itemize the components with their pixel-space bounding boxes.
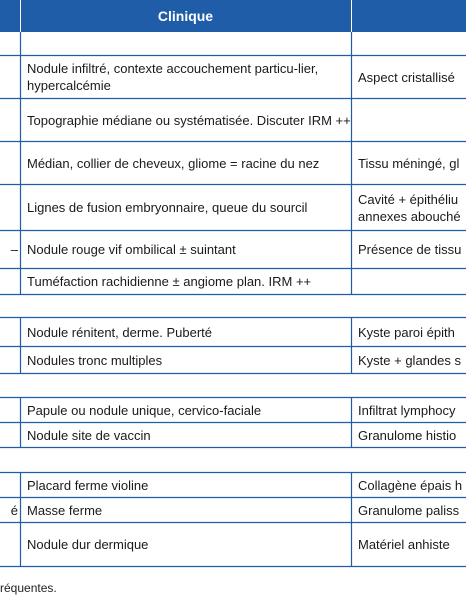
row-marker <box>0 185 20 230</box>
histology-cell: Granulome paliss <box>358 502 460 518</box>
table-row <box>0 99 466 141</box>
clinique-cell: Masse ferme <box>27 502 103 518</box>
clinique-cell: Nodule site de vaccin <box>27 427 151 443</box>
table-row <box>0 523 466 566</box>
histology-cell: Collagène épais h <box>358 477 463 493</box>
clinique-cell: Nodules tronc multiples <box>27 352 163 368</box>
table-row <box>0 473 466 497</box>
histology-cell: Présence de tissu <box>358 242 462 257</box>
table-row <box>0 231 466 268</box>
table-row <box>0 318 466 346</box>
clinique-cell: Papule ou nodule unique, cervico-faciale <box>27 402 262 418</box>
histology-cell <box>352 99 466 141</box>
histology-cell: Matériel anhiste <box>358 537 450 552</box>
histology-cell: Tissu méningé, gl <box>358 155 460 171</box>
table-row <box>0 347 466 373</box>
clinique-cell: Médian, collier de cheveux, gliome = racine du nez <box>27 155 320 171</box>
row-marker <box>0 523 20 566</box>
footnote: réquentes. <box>0 581 57 595</box>
histology-cell: Kyste + glandes s <box>358 352 461 368</box>
row-marker <box>0 142 20 184</box>
table-row <box>0 142 466 184</box>
table-row <box>0 185 466 230</box>
table-row <box>0 269 466 294</box>
histology-cell: Kyste paroi épith <box>358 324 455 340</box>
clinique-cell: Nodule rénitent, derme. Puberté <box>27 324 212 340</box>
row-marker <box>0 56 20 98</box>
clinique-cell: Topographie médiane ou systématisée. Discuter IRM ++ <box>27 112 351 128</box>
clinique-cell: Tuméfaction rachidienne ± angiome plan. IRM ++ <box>27 274 312 289</box>
row-marker <box>0 398 20 422</box>
row-marker <box>0 423 20 447</box>
clinique-cell: Nodule dur dermique <box>27 537 149 552</box>
row-marker: – <box>10 242 18 257</box>
row-marker <box>0 473 20 497</box>
row-marker <box>0 99 20 141</box>
row-marker: é <box>10 502 18 518</box>
histology-cell: Granulome histio <box>358 427 457 443</box>
table-row <box>0 398 466 422</box>
table-row <box>0 498 466 522</box>
table-row <box>0 56 466 98</box>
clinique-cell: Nodule infiltré, contexte accouchement particu-lier, hypercalcémie <box>27 61 319 93</box>
histology-cell: Infiltrat lymphocy <box>358 402 456 418</box>
clinique-cell: Lignes de fusion embryonnaire, queue du sourcil <box>27 200 308 215</box>
row-marker <box>0 269 20 294</box>
histology-cell <box>352 269 466 294</box>
row-marker <box>0 318 20 346</box>
histology-cell: Aspect cristallisé <box>358 69 455 85</box>
row-marker <box>0 347 20 373</box>
table-row <box>0 423 466 447</box>
column-header-clinique: Clinique <box>157 8 214 24</box>
clinique-cell: Placard ferme violine <box>27 477 149 493</box>
histology-cell: Cavité + épithéliu annexes abouché <box>358 191 461 224</box>
clinique-cell: Nodule rouge vif ombilical ± suintant <box>27 242 236 257</box>
